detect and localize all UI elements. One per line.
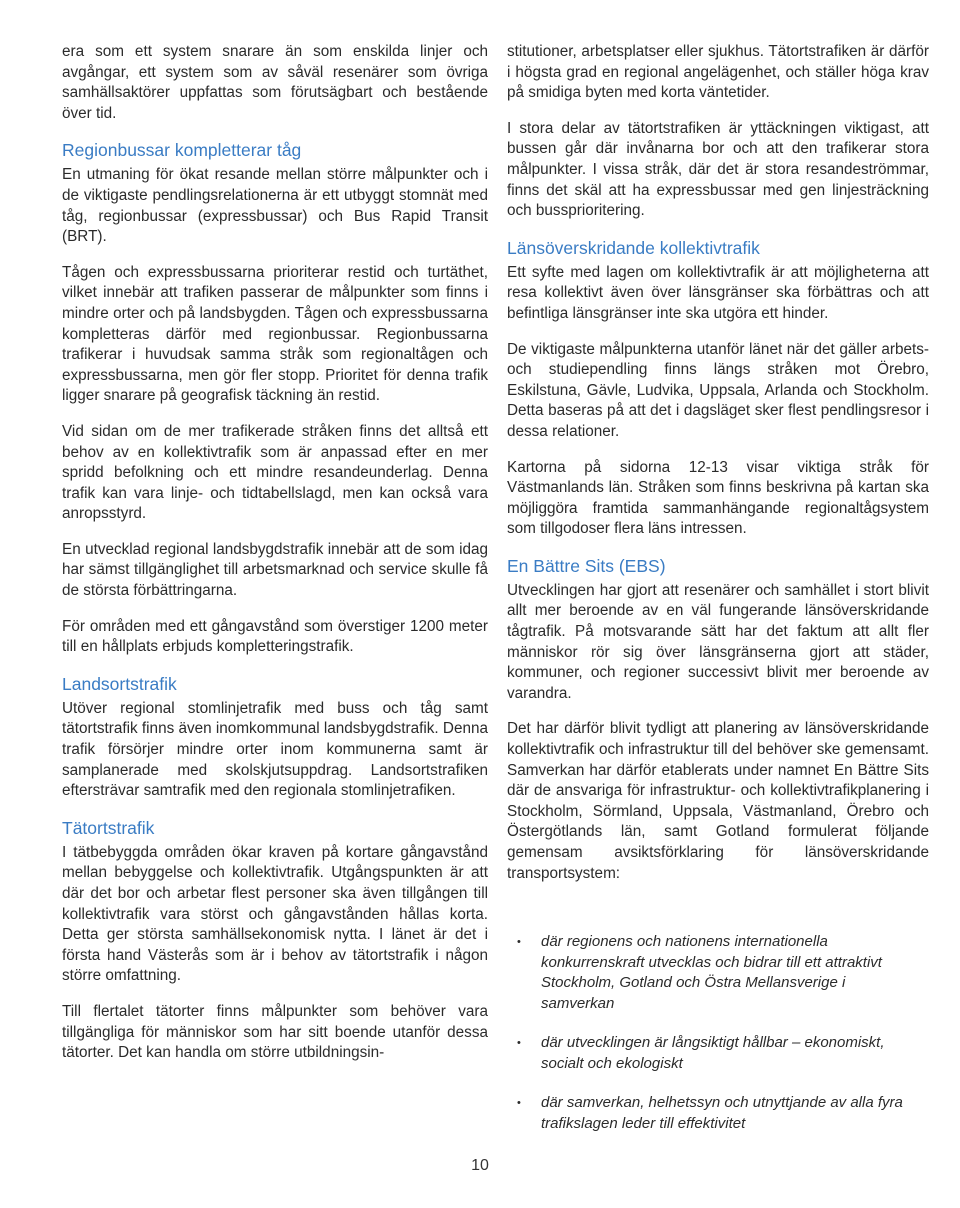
vision-bullet-list bbox=[507, 932, 929, 1134]
paragraph: Till flertalet tätorter finns målpunkter som behöver vara tillgängliga för människor som har sitt boende utanför dessa tätorter. Det kan handla om större utbildningsin- bbox=[62, 1002, 488, 1062]
list-item bbox=[507, 932, 911, 1014]
paragraph: Kartorna på sidorna 12-13 visar viktiga stråk för Västmanlands län. Stråken som finns beskrivna på kartan ska möjliggöra framtida sammanhängande regionaltågsystem som tillgodoser flera läns intressen. bbox=[507, 458, 929, 538]
paragraph: Ett syfte med lagen om kollektivtrafik är att möjligheterna att resa kollektivt även över länsgränser ska förbättras och att befintliga länsgränser inte ska utgöra ett hinder. bbox=[507, 263, 929, 322]
section-heading-tatortstrafik: Tätortstrafik bbox=[62, 817, 155, 838]
section-heading-landsortstrafik: Landsortstrafik bbox=[62, 673, 177, 694]
section-heading-ebs: En Bättre Sits (EBS) bbox=[507, 555, 666, 576]
paragraph: De viktigaste målpunkterna utanför länet när det gäller arbets- och studiependling finns längs stråken mot Örebro, Eskilstuna, Gävle, Ludvika, Uppsala, Arlanda och Stockholm. Detta baseras på att det i dagsläget sker flest pendlingsresor i dessa relationer. bbox=[507, 340, 929, 440]
left-column bbox=[62, 42, 488, 1079]
paragraph: Vid sidan om de mer trafikerade stråken finns det alltså ett behov av en kollektivtrafik som är anpassad efter en mer spridd befolkning och ett mindre resandeunderlag. Denna trafik kan vara linje- och tidtabellslagd, men kan också vara anropsstyrd. bbox=[62, 422, 488, 523]
bullet-icon: • bbox=[517, 936, 521, 949]
intro-paragraph: era som ett system snarare än som enskilda linjer och avgångar, ett system som av såväl resenärer som övriga samhällsaktörer uppfattas som förutsägbart och bestående över tid. bbox=[62, 43, 488, 122]
continuation-paragraph: stitutioner, arbetsplatser eller sjukhus. Tätortstrafiken är därför i högsta grad en regional angelägenhet, och ställer höga krav på smidiga byten med korta väntetider. bbox=[507, 43, 929, 102]
list-item-text: där samverkan, helhetssyn och utnyttjande av alla fyra trafikslagen leder till effektivitet bbox=[541, 1094, 903, 1132]
paragraph: I tätbebyggda områden ökar kraven på kortare gångavstånd mellan bebyggelse och kollektivtrafik. Utgångspunkten är att där det bor och arbetar flest personer ska även tillgången till kollektivtrafik vara störst och gångavstånden hållas korta. Detta ger största samhällsekonomisk nytta. I länet är det i första hand Västerås som är i behov av tätortstrafik i någon större omfattning. bbox=[62, 843, 488, 985]
bullet-icon: • bbox=[517, 1037, 521, 1050]
section-heading-lansoverskridande: Länsöverskridande kollektivtrafik bbox=[507, 237, 760, 258]
paragraph: Det har därför blivit tydligt att planering av länsöverskridande kollektivtrafik och infrastruktur till del behöver ske gemensamt. Samverkan har därför etablerats under namnet En Bättre Sits där de ansvariga för infrastruktur- och kollektivtrafikplanering i Stockholm, Sörmland, Uppsala, Västmanland, Örebro och Östergötlands län, samt Gotland formulerat följande gemensam avsiktsförklaring för länsöverskridande transportsystem: bbox=[507, 720, 929, 882]
paragraph: Utvecklingen har gjort att resenärer och samhället i stort blivit allt mer beroende av en väl fungerande länsöverskridande tågtrafik. På motsvarande sätt har det faktum att allt fler människor rör sig över länsgränserna gjort att städer, kommuner, och regioner successivt blivit mer beroende av varandra. bbox=[507, 581, 929, 702]
list-item bbox=[507, 1033, 911, 1074]
list-item bbox=[507, 1093, 911, 1134]
bullet-icon: • bbox=[517, 1097, 521, 1110]
paragraph: I stora delar av tätortstrafiken är yttäckningen viktigast, att bussen går där invånarna bor och att den trafikerar stora målpunkter. I vissa stråk, där det är stora resandeströmmar, finns det skäl att ha expressbussar med gen linjesträckning och bussprioritering. bbox=[507, 119, 929, 220]
paragraph: Utöver regional stomlinjetrafik med buss och tåg samt tätortstrafik finns även inomkommunal landsbygdstrafik. Denna trafik försörjer mindre orter inom kommunerna samt är samplanerade med skolskjutsuppdrag. Landsortstrafiken eftersträvar samtrafik med den regionala stomlinjetrafiken. bbox=[62, 699, 488, 800]
paragraph: En utmaning för ökat resande mellan större målpunkter och i de viktigaste pendlingsrelationerna är ett utbyggt stomnät med tåg, regionbussar (expressbussar) och Bus Rapid Transit (BRT). bbox=[62, 166, 488, 246]
paragraph: För områden med ett gångavstånd som överstiger 1200 meter till en hållplats erbjuds kompletteringstrafik. bbox=[62, 617, 488, 656]
paragraph: Tågen och expressbussarna prioriterar restid och turtäthet, vilket innebär att trafiken passerar de målpunkter som finns i mindre orter och på landsbygden. Tågen och expressbussarna kompletteras därför med regionbussar. Regionbussarna trafikerar i huvudsak samma stråk som regionaltågen och expressbussarna, men gör fler stopp. Prioritet för denna trafik ligger snarare på geografisk täckning än restid. bbox=[62, 263, 488, 405]
paragraph: En utvecklad regional landsbygdstrafik innebär att de som idag har sämst tillgänglighet till arbetsmarknad och service skulle få de största förbättringarna. bbox=[62, 540, 488, 600]
list-item-text: där utvecklingen är långsiktigt hållbar – ekonomiskt, socialt och ekologiskt bbox=[541, 1034, 885, 1072]
list-item-text: där regionens och nationens internationella konkurrenskraft utvecklas och bidrar till ett attraktivt Stockholm, Gotland och Östra Mellansverige i samverkan bbox=[541, 933, 882, 1012]
page-number: 10 bbox=[471, 1157, 489, 1174]
section-heading-regionbussar: Regionbussar kompletterar tåg bbox=[62, 140, 302, 161]
right-column bbox=[507, 42, 929, 1153]
